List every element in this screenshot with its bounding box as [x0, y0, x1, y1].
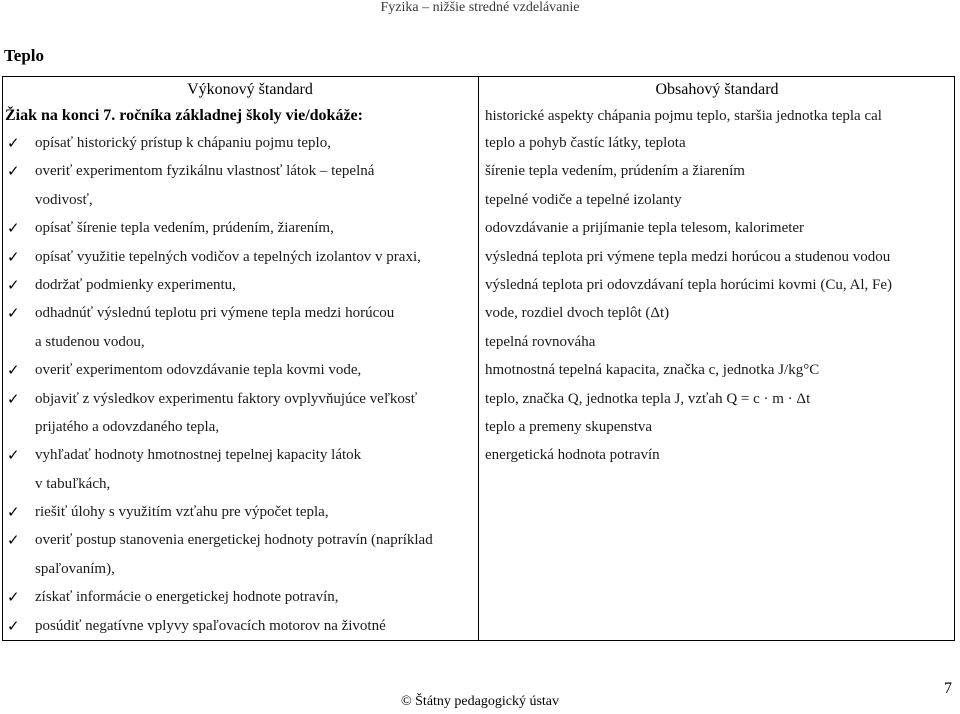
- performance-item: [3, 413, 477, 441]
- content-item-text: teplo, značka Q, jednotka tepla J, vzťah Q = c · m · Δt: [485, 390, 811, 407]
- performance-item: [3, 583, 477, 611]
- checkmark-icon: ✓: [7, 531, 20, 550]
- performance-item: [3, 271, 477, 299]
- performance-item-text: spaľovaním),: [35, 560, 115, 577]
- content-list: [479, 103, 955, 470]
- content-item-text: historické aspekty chápania pojmu teplo, staršia jednotka tepla cal: [485, 108, 882, 124]
- copyright-footer: © Štátny pedagogický ústav: [401, 694, 559, 709]
- content-item-text: šírenie tepla vedením, prúdením a žiarením: [485, 163, 745, 180]
- content-item-text: tepelné vodiče a tepelné izolanty: [485, 191, 682, 208]
- content-item: [479, 243, 955, 271]
- performance-item-text: vyhľadať hodnoty hmotnostnej tepelnej kapacity látok: [35, 447, 362, 464]
- performance-item-text: opísať historický prístup k chápaniu pojmu teplo,: [35, 135, 331, 151]
- checkmark-icon: ✓: [7, 247, 20, 266]
- performance-item: [3, 356, 477, 384]
- content-item-text: teplo a pohyb častíc látky, teplota: [485, 135, 686, 151]
- performance-item-text: dodržať podmienky experimentu,: [35, 276, 236, 293]
- performance-item-text: odhadnúť výslednú teplotu pri výmene tepla medzi horúcou: [35, 305, 395, 322]
- performance-item-text: opísať využitie tepelných vodičov a tepelných izolantov v praxi,: [35, 248, 421, 265]
- checkmark-icon: ✓: [7, 275, 20, 294]
- content-item: [479, 214, 955, 242]
- checkmark-icon: ✓: [7, 616, 20, 635]
- performance-item: [3, 299, 477, 327]
- performance-item-text: vodivosť,: [35, 191, 93, 208]
- pupil-intro: Žiak na konci 7. ročníka základnej školy vie/dokáže:: [5, 107, 363, 124]
- performance-item: [3, 157, 477, 185]
- content-item: [479, 385, 955, 413]
- content-item-text: výsledná teplota pri odovzdávaní tepla horúcimi kovmi (Cu, Al, Fe): [485, 276, 892, 293]
- content-item: [479, 328, 955, 356]
- performance-item-text: riešiť úlohy s využitím vzťahu pre výpočet tepla,: [35, 504, 329, 521]
- performance-item: [3, 214, 477, 242]
- performance-item: [3, 498, 477, 526]
- checkmark-icon: ✓: [7, 134, 20, 152]
- performance-standard-column: [3, 77, 477, 640]
- performance-item: [3, 129, 477, 157]
- content-item: [479, 129, 955, 157]
- performance-item-text: a studenou vodou,: [35, 333, 145, 350]
- checkmark-icon: ✓: [7, 446, 20, 465]
- content-item: [479, 103, 955, 129]
- checkmark-icon: ✓: [7, 361, 20, 380]
- content-item-text: výsledná teplota pri výmene tepla medzi horúcou a studenou vodou: [485, 248, 891, 265]
- content-item: [479, 271, 955, 299]
- content-item: [479, 299, 955, 327]
- content-item: [479, 157, 955, 185]
- content-item-text: tepelná rovnováha: [485, 333, 596, 350]
- checkmark-icon: ✓: [7, 304, 20, 323]
- performance-item: [3, 243, 477, 271]
- checkmark-icon: ✓: [7, 389, 20, 408]
- performance-item: [3, 526, 477, 554]
- performance-item: [3, 186, 477, 214]
- content-standard-heading: Obsahový štandard: [655, 81, 779, 98]
- performance-item-text: opísať šírenie tepla vedením, prúdením, žiarením,: [35, 220, 334, 237]
- content-item-text: vode, rozdiel dvoch teplôt (Δt): [485, 305, 670, 322]
- content-item-text: hmotnostná tepelná kapacita, značka c, jednotka J/kg°C: [485, 362, 820, 379]
- performance-item: [3, 470, 477, 498]
- document-header: Fyzika – nižšie stredné vzdelávanie: [380, 0, 580, 15]
- content-standard-column: [479, 77, 955, 470]
- checkmark-icon: ✓: [7, 219, 20, 238]
- checkmark-icon: ✓: [7, 503, 20, 522]
- content-item: [479, 441, 955, 469]
- performance-item-text: overiť postup stanovenia energetickej hodnoty potravín (napríklad: [35, 532, 433, 549]
- content-item: [479, 186, 955, 214]
- content-item: [479, 356, 955, 384]
- section-title: Teplo: [4, 46, 45, 65]
- performance-item: [3, 385, 477, 413]
- performance-item: [3, 612, 477, 640]
- checkmark-icon: ✓: [7, 588, 20, 607]
- performance-item-text: posúdiť negatívne vplyvy spaľovacích motorov na životné: [35, 617, 386, 634]
- standards-table: [2, 76, 955, 641]
- performance-item: [3, 328, 477, 356]
- performance-item-text: overiť experimentom fyzikálnu vlastnosť látok – tepelná: [35, 163, 375, 180]
- content-item-text: energetická hodnota potravín: [485, 447, 660, 464]
- performance-item-text: prijatého a odovzdaného tepla,: [35, 418, 220, 435]
- checkmark-icon: ✓: [7, 162, 20, 181]
- performance-item-text: objaviť z výsledkov experimentu faktory ovplyvňujúce veľkosť: [35, 390, 418, 407]
- content-item: [479, 413, 955, 441]
- performance-list: [3, 129, 477, 640]
- performance-item-text: získať informácie o energetickej hodnote potravín,: [35, 589, 339, 606]
- performance-standard-heading: Výkonový štandard: [187, 81, 313, 98]
- performance-item-text: v tabuľkách,: [35, 475, 111, 492]
- content-item-text: odovzdávanie a prijímanie tepla telesom, kalorimeter: [485, 220, 805, 237]
- content-item-text: teplo a premeny skupenstva: [485, 418, 653, 435]
- performance-item: [3, 441, 477, 469]
- page-number: 7: [944, 680, 952, 697]
- performance-item: [3, 555, 477, 583]
- performance-item-text: overiť experimentom odovzdávanie tepla kovmi vode,: [35, 362, 362, 379]
